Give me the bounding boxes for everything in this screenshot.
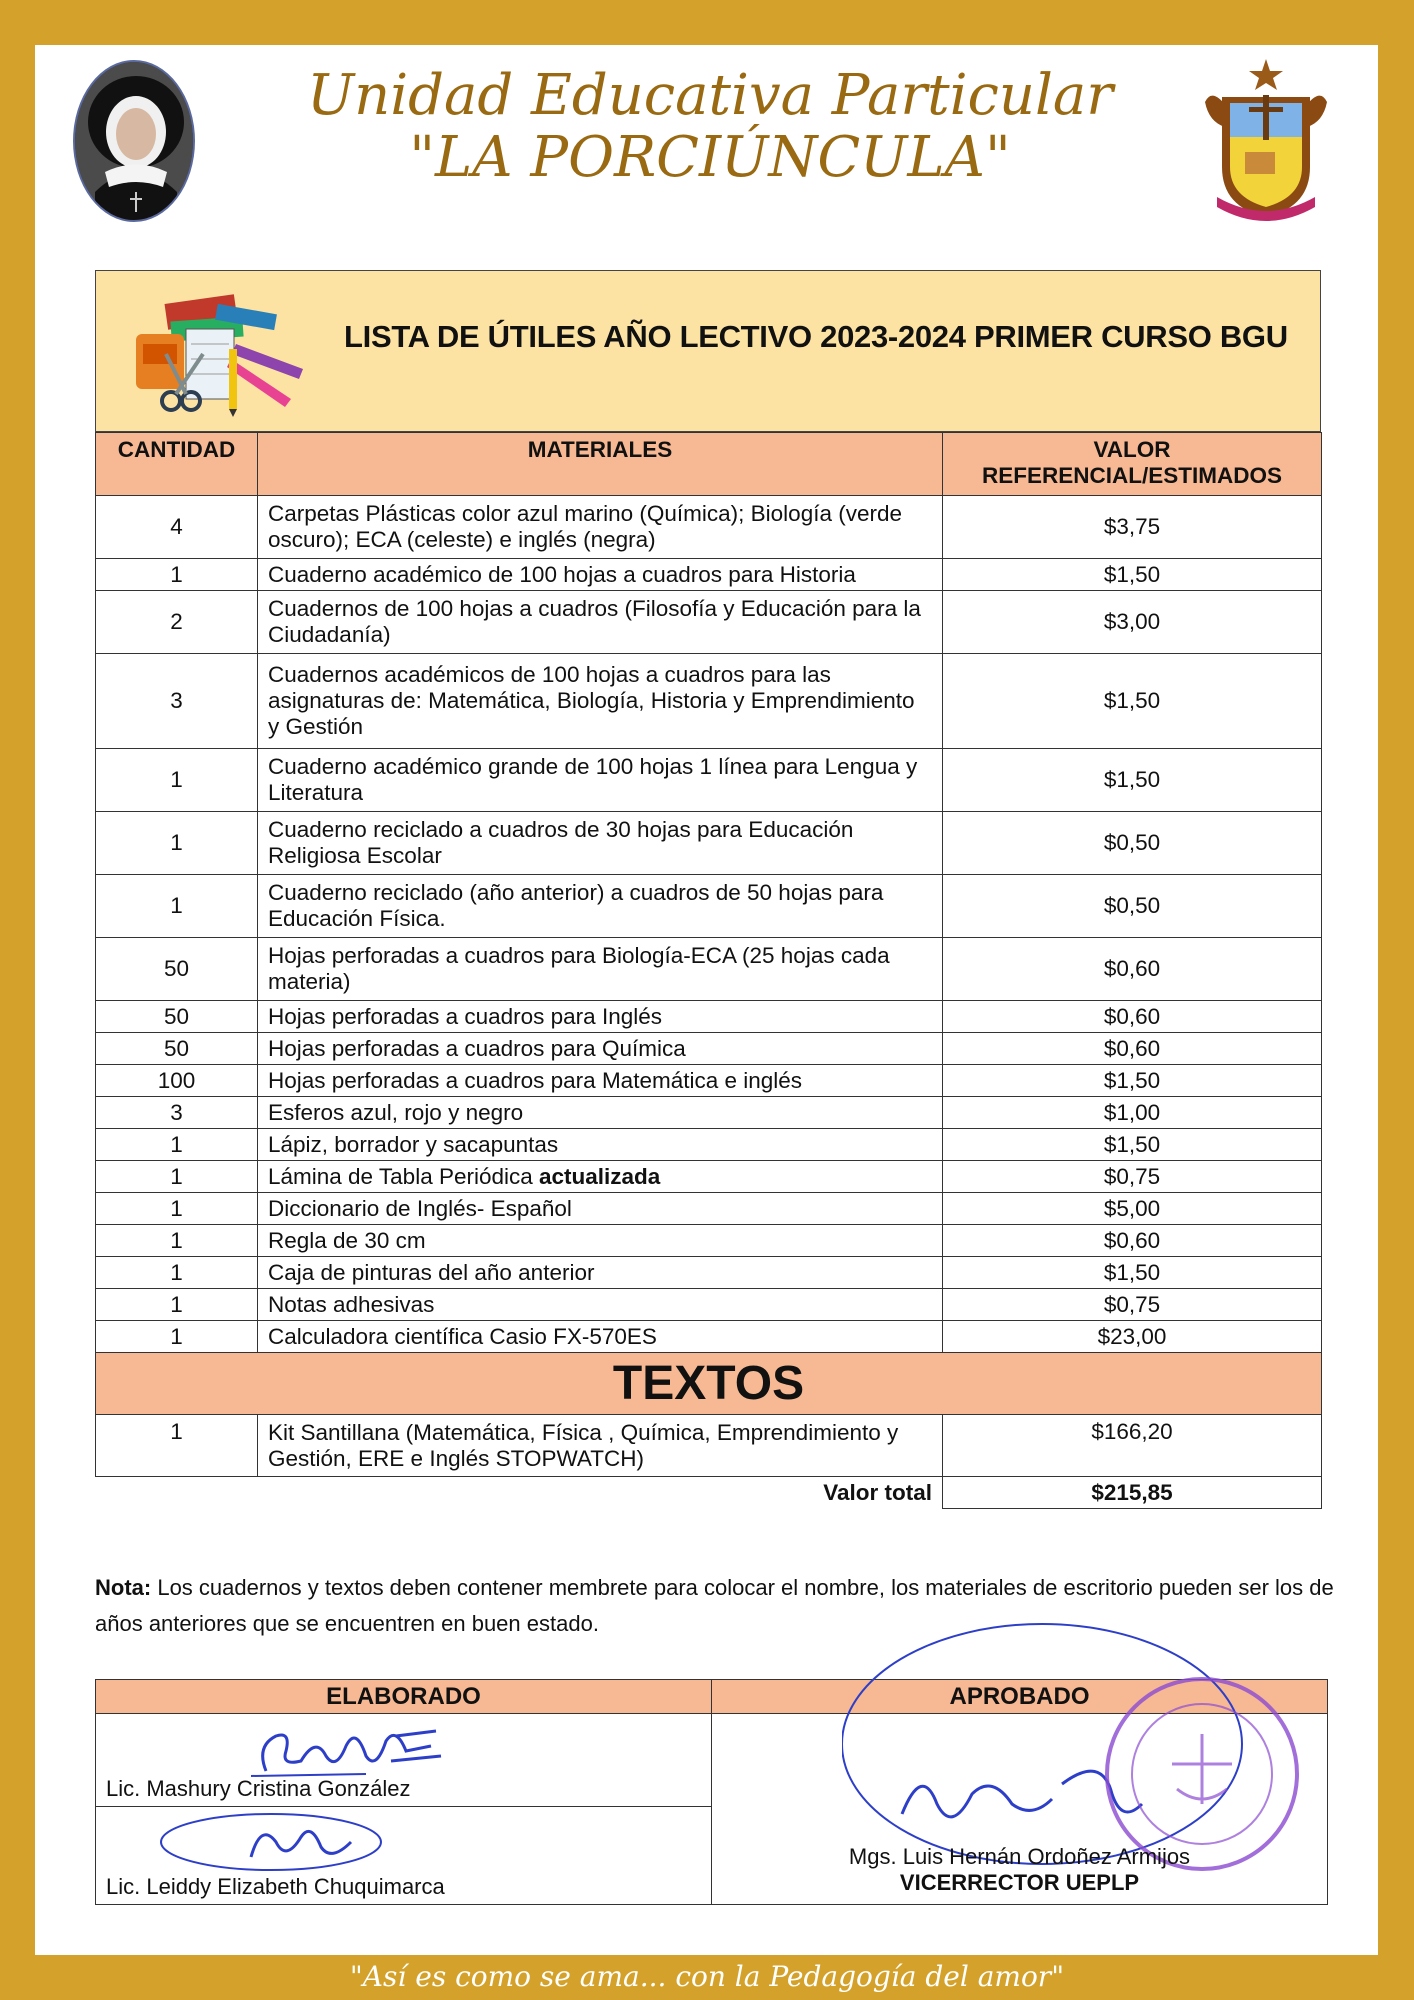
item-material-text: Caja de pinturas del año anterior	[268, 1259, 595, 1285]
item-material	[258, 1257, 943, 1289]
item-material-text: Hojas perforadas a cuadros para Matemática e inglés	[268, 1067, 803, 1093]
item-material-text: Diccionario de Inglés- Español	[268, 1195, 572, 1221]
column-header-value-line2: REFERENCIAL/ESTIMADOS	[981, 463, 1282, 488]
item-material-text: Cuaderno reciclado (año anterior) a cuadros de 50 hojas para Educación Física.	[268, 880, 884, 931]
textos-section-row	[96, 1353, 1322, 1415]
item-qty: 1	[96, 1289, 258, 1321]
item-value: $1,50	[943, 749, 1322, 812]
elaborado-signer-2	[96, 1807, 712, 1905]
table-row	[96, 1065, 1322, 1097]
item-value: $3,75	[943, 496, 1322, 559]
column-header-materials: MATERIALES	[258, 433, 943, 496]
item-value: $23,00	[943, 1321, 1322, 1353]
column-header-value-line1: VALOR	[1093, 437, 1171, 462]
crest-image	[1197, 57, 1335, 227]
table-row	[96, 938, 1322, 1001]
item-material-text: Lápiz, borrador y sacapuntas	[268, 1131, 559, 1157]
item-material	[258, 749, 943, 812]
item-material	[258, 1129, 943, 1161]
item-material	[258, 1065, 943, 1097]
item-material-text: Cuaderno académico de 100 hojas a cuadros para Historia	[268, 561, 856, 587]
item-material-text: Hojas perforadas a cuadros para Inglés	[268, 1003, 662, 1029]
item-material-text: Hojas perforadas a cuadros para Biología-ECA (25 hojas cada materia)	[268, 943, 890, 994]
aprobado-header: APROBADO	[712, 1680, 1328, 1714]
item-material	[258, 1097, 943, 1129]
school-name	[285, 65, 1135, 189]
item-qty: 50	[96, 1001, 258, 1033]
item-material-text: Hojas perforadas a cuadros para Química	[268, 1035, 686, 1061]
elaborado-signer-1-name: Lic. Mashury Cristina González	[106, 1776, 411, 1801]
item-value: $0,75	[943, 1289, 1322, 1321]
item-qty: 1	[96, 812, 258, 875]
textos-item-qty: 1	[96, 1415, 258, 1477]
note-label: Nota:	[95, 1575, 152, 1600]
school-supplies-icon	[131, 289, 306, 417]
table-row	[96, 1257, 1322, 1289]
table-row	[96, 1097, 1322, 1129]
item-material	[258, 875, 943, 938]
item-qty: 3	[96, 654, 258, 749]
item-qty: 1	[96, 1257, 258, 1289]
item-value: $0,60	[943, 1033, 1322, 1065]
note-text: Los cuadernos y textos deben contener membrete para colocar el nombre, los materiales de escritorio pueden ser los de años anteriores que se encuentren en buen estado.	[95, 1575, 1334, 1636]
elaborado-signer-2-name: Lic. Leiddy Elizabeth Chuquimarca	[106, 1874, 445, 1899]
table-row	[96, 1129, 1322, 1161]
item-material-text: Cuadernos de 100 hojas a cuadros (Filosofía y Educación para la Ciudadanía)	[268, 596, 921, 647]
textos-item-value: $166,20	[943, 1415, 1322, 1477]
item-qty: 1	[96, 1225, 258, 1257]
item-value: $1,50	[943, 1129, 1322, 1161]
founder-portrait	[73, 60, 195, 222]
table-row	[96, 1193, 1322, 1225]
table-row	[96, 812, 1322, 875]
item-material-text: Cuadernos académicos de 100 hojas a cuadros para las asignaturas de: Matemática, Biología, Historia y Emprendimiento y Gestión	[268, 662, 915, 739]
elaborado-header: ELABORADO	[96, 1680, 712, 1714]
table-row	[96, 1001, 1322, 1033]
school-name-line1: Unidad Educativa Particular	[306, 63, 1114, 128]
item-material-text: Cuaderno reciclado a cuadros de 30 hojas para Educación Religiosa Escolar	[268, 817, 854, 868]
item-material	[258, 591, 943, 654]
document-page	[35, 45, 1378, 1955]
item-qty: 1	[96, 1193, 258, 1225]
item-qty: 1	[96, 1321, 258, 1353]
item-material	[258, 812, 943, 875]
item-qty: 2	[96, 591, 258, 654]
table-row	[96, 749, 1322, 812]
supplies-table	[95, 432, 1322, 1509]
table-row	[96, 654, 1322, 749]
textos-heading: TEXTOS	[96, 1353, 1322, 1415]
table-row	[96, 591, 1322, 654]
item-material-text: Cuaderno académico grande de 100 hojas 1 línea para Lengua y Literatura	[268, 754, 918, 805]
item-qty: 1	[96, 749, 258, 812]
item-material-text: Lámina de Tabla Periódica	[268, 1163, 540, 1189]
table-header-row	[96, 433, 1322, 496]
item-material	[258, 1225, 943, 1257]
item-material-bold: actualizada	[539, 1163, 661, 1189]
table-row	[96, 1289, 1322, 1321]
total-row	[96, 1477, 1322, 1509]
item-qty: 50	[96, 1033, 258, 1065]
item-material	[258, 1001, 943, 1033]
textos-item-row	[96, 1415, 1322, 1477]
item-material	[258, 559, 943, 591]
item-material	[258, 1289, 943, 1321]
item-qty: 1	[96, 875, 258, 938]
signature-table	[95, 1679, 1328, 1905]
school-crest-logo	[1197, 57, 1335, 227]
signature-1-image	[246, 1716, 446, 1786]
portrait-image	[75, 62, 195, 222]
item-material	[258, 938, 943, 1001]
item-material-text: Notas adhesivas	[268, 1291, 435, 1317]
item-value: $0,50	[943, 812, 1322, 875]
item-qty: 100	[96, 1065, 258, 1097]
item-qty: 3	[96, 1097, 258, 1129]
item-material-text: Calculadora científica Casio FX-570ES	[268, 1323, 657, 1349]
total-label: Valor total	[823, 1479, 932, 1505]
table-row	[96, 1225, 1322, 1257]
item-value: $1,50	[943, 654, 1322, 749]
elaborado-signer-1	[96, 1714, 712, 1807]
item-material-text: Regla de 30 cm	[268, 1227, 426, 1253]
item-value: $0,60	[943, 1001, 1322, 1033]
item-qty: 1	[96, 1161, 258, 1193]
textos-item-text: Kit Santillana (Matemática, Física , Química, Emprendimiento y Gestión, ERE e Inglés STOPWATCH)	[258, 1415, 943, 1477]
item-value: $1,00	[943, 1097, 1322, 1129]
table-row	[96, 1161, 1322, 1193]
item-value: $0,75	[943, 1161, 1322, 1193]
total-value: $215,85	[943, 1477, 1322, 1509]
item-material	[258, 654, 943, 749]
table-body	[96, 496, 1322, 1353]
table-row	[96, 559, 1322, 591]
item-value: $3,00	[943, 591, 1322, 654]
aprobado-role: VICERRECTOR UEPLP	[899, 1870, 1140, 1895]
item-material	[258, 1033, 943, 1065]
list-title: LISTA DE ÚTILES AÑO LECTIVO 2023-2024 PRIMER CURSO BGU	[344, 319, 1288, 354]
item-qty: 1	[96, 1129, 258, 1161]
footer-motto: "Así es como se ama... con la Pedagogía del amor"	[349, 1960, 1065, 1993]
item-material	[258, 1321, 943, 1353]
item-qty: 1	[96, 559, 258, 591]
item-value: $5,00	[943, 1193, 1322, 1225]
item-value: $1,50	[943, 1257, 1322, 1289]
supplies-list	[95, 270, 1321, 1509]
aprobado-name: Mgs. Luis Hernán Ordoñez Armijos	[848, 1844, 1191, 1869]
table-row	[96, 1321, 1322, 1353]
table-row	[96, 1033, 1322, 1065]
column-header-value	[943, 433, 1322, 496]
item-value: $1,50	[943, 559, 1322, 591]
aprobado-signer	[712, 1714, 1328, 1905]
table-row	[96, 496, 1322, 559]
item-material	[258, 1193, 943, 1225]
table-row	[96, 875, 1322, 938]
school-name-line2: "LA PORCIÚNCULA"	[409, 125, 1011, 190]
item-material-text: Esferos azul, rojo y negro	[268, 1099, 524, 1125]
item-value: $1,50	[943, 1065, 1322, 1097]
item-value: $0,60	[943, 938, 1322, 1001]
item-material-text: Carpetas Plásticas color azul marino (Química); Biología (verde oscuro); ECA (celeste) e inglés (negra)	[268, 501, 902, 552]
item-value: $0,50	[943, 875, 1322, 938]
item-value: $0,60	[943, 1225, 1322, 1257]
list-banner	[95, 270, 1321, 432]
item-qty: 4	[96, 496, 258, 559]
column-header-qty: CANTIDAD	[96, 433, 258, 496]
item-qty: 50	[96, 938, 258, 1001]
item-material	[258, 496, 943, 559]
item-material	[258, 1161, 943, 1193]
